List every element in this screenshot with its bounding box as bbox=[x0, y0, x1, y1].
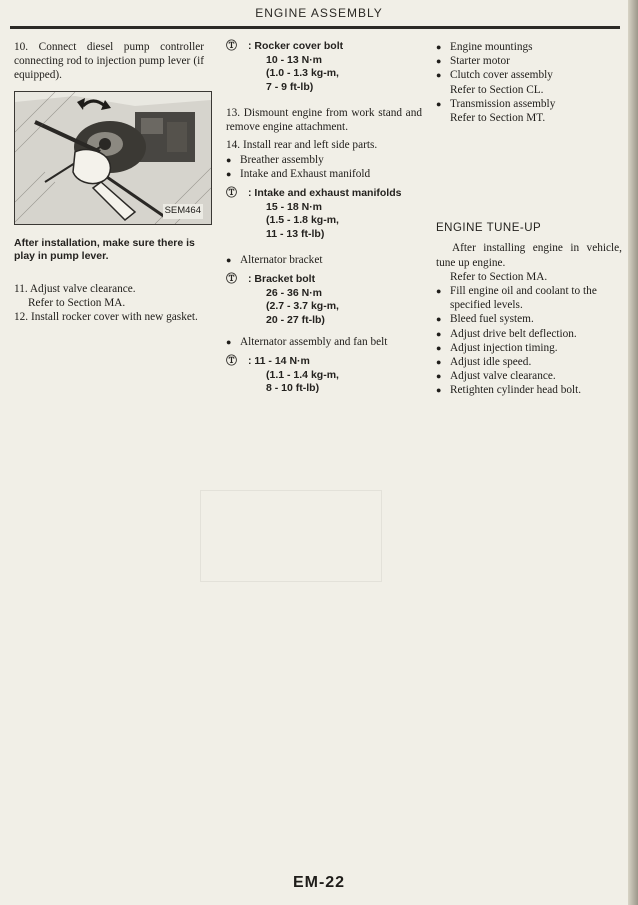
step-11: 11. Adjust valve clearance. bbox=[14, 282, 136, 295]
torque-value-nm: 10 - 13 N·m bbox=[266, 53, 323, 66]
list-item: ● Engine mountings bbox=[436, 40, 622, 54]
list-item: ● Adjust valve clearance. bbox=[436, 369, 622, 383]
step-14: 14. Install rear and left side parts. bbox=[226, 139, 378, 152]
torque-label: : 11 - 14 N·m bbox=[248, 355, 310, 368]
torque-spec-bracket-bolt bbox=[226, 273, 422, 327]
torque-icon: Ⓣ bbox=[226, 187, 237, 200]
header-rule bbox=[10, 26, 620, 29]
list-item: ● Adjust idle speed. bbox=[436, 355, 622, 369]
torque-value-nm: 26 - 36 N·m bbox=[266, 286, 323, 299]
torque-spec-alternator bbox=[226, 355, 422, 396]
list-item: ● Intake and Exhaust manifold bbox=[226, 167, 422, 181]
binding-edge bbox=[628, 0, 638, 905]
torque-label: : Bracket bolt bbox=[248, 273, 316, 286]
page-number: EM-22 bbox=[292, 874, 346, 891]
list-item: ● Starter motor bbox=[436, 54, 622, 68]
torque-value-ftlb: 20 - 27 ft-lb) bbox=[266, 313, 325, 326]
torque-value-kgm: (1.1 - 1.4 kg-m, bbox=[266, 368, 339, 381]
pump-lever-figure bbox=[14, 91, 212, 225]
section-title-tune-up: ENGINE TUNE-UP bbox=[436, 222, 542, 235]
torque-value-kgm: (2.7 - 3.7 kg-m, bbox=[266, 300, 339, 313]
reference-cl: Refer to Section CL. bbox=[450, 83, 544, 96]
list-item: ● Clutch cover assembly bbox=[436, 68, 622, 82]
column-left bbox=[14, 40, 204, 324]
torque-icon: Ⓣ bbox=[226, 273, 237, 286]
reference-mt: Refer to Section MT. bbox=[450, 112, 546, 125]
list-item: ● Adjust drive belt deflection. bbox=[436, 327, 622, 341]
torque-label: : Intake and exhaust manifolds bbox=[248, 187, 402, 200]
list-item: ● Alternator bracket bbox=[226, 253, 422, 267]
torque-value-ftlb: 8 - 10 ft-lb) bbox=[266, 382, 320, 395]
torque-spec-manifolds bbox=[226, 187, 422, 241]
step-11-reference: Refer to Section MA. bbox=[28, 296, 126, 309]
list-item: ● Breather assembly bbox=[226, 153, 422, 167]
torque-spec-rocker-cover bbox=[226, 40, 422, 94]
step-12: 12. Install rocker cover with new gasket. bbox=[14, 311, 198, 324]
torque-icon: Ⓣ bbox=[226, 355, 237, 368]
reference-ma: Refer to Section MA. bbox=[450, 270, 548, 283]
column-middle bbox=[226, 40, 422, 396]
page-header: ENGINE ASSEMBLY bbox=[255, 6, 383, 20]
list-item: ● Fill engine oil and coolant to the specified levels. bbox=[436, 284, 622, 312]
tune-up-intro: After installing engine in vehicle, tune up engine. bbox=[436, 242, 622, 269]
torque-value-nm: 15 - 18 N·m bbox=[266, 200, 323, 213]
list-item: ● Retighten cylinder head bolt. bbox=[436, 383, 622, 397]
list-item: ● Alternator assembly and fan belt bbox=[226, 335, 422, 349]
torque-label: : Rocker cover bolt bbox=[248, 40, 344, 52]
step-13: 13. Dismount engine from work stand and remove engine attachment. bbox=[226, 107, 422, 134]
torque-value-kgm: (1.0 - 1.3 kg-m, bbox=[266, 67, 339, 79]
caution-note: After installation, make sure there is play in pump lever. bbox=[14, 236, 195, 263]
torque-value-kgm: (1.5 - 1.8 kg-m, bbox=[266, 214, 339, 227]
torque-value-ftlb: 7 - 9 ft-lb) bbox=[266, 80, 314, 93]
list-item: ● Bleed fuel system. bbox=[436, 312, 622, 326]
torque-value-ftlb: 11 - 13 ft-lb) bbox=[266, 227, 325, 240]
list-item: ● Transmission assembly bbox=[436, 97, 622, 111]
torque-icon: Ⓣ bbox=[226, 40, 237, 52]
column-right bbox=[436, 40, 622, 398]
step-10: 10. Connect diesel pump controller connecting rod to injection pump lever (if equipped). bbox=[14, 41, 204, 82]
figure-label: SEM464 bbox=[163, 204, 203, 218]
show-through-text bbox=[200, 490, 382, 582]
list-item: ● Adjust injection timing. bbox=[436, 341, 622, 355]
